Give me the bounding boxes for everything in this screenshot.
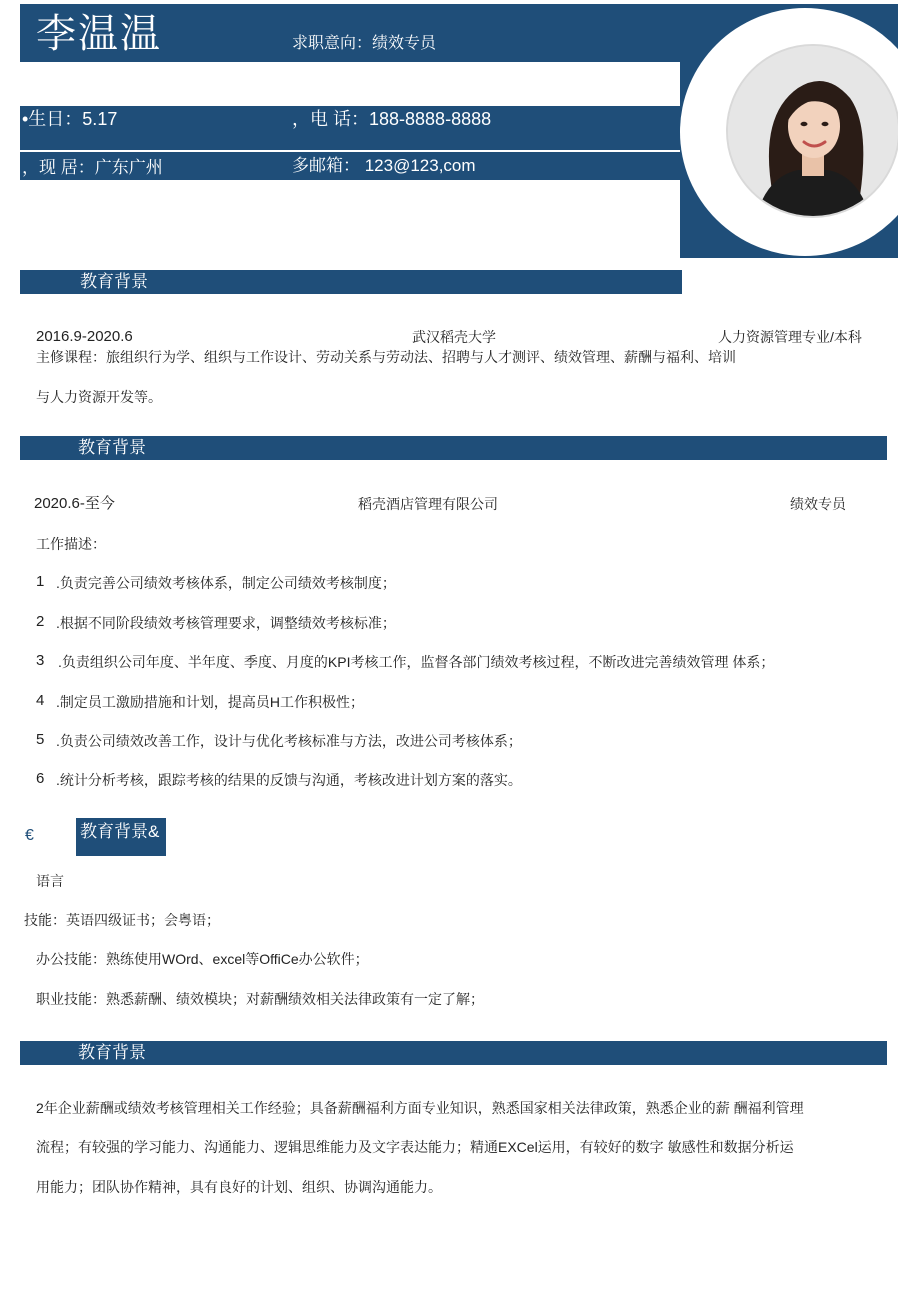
work-item-text: .负责公司绩效改善工作，设计与优化考核标准与方法，改进公司考核体系； bbox=[56, 733, 522, 749]
photo-panel bbox=[680, 4, 898, 258]
phone: ，电 话：188-8888-8888 bbox=[292, 109, 492, 129]
work-period: 2020.6-至今 bbox=[34, 495, 115, 512]
work-item-number: 5 bbox=[36, 731, 45, 748]
section-title-work: 教育背景 bbox=[78, 438, 146, 457]
work-item-number: 3 bbox=[36, 652, 45, 669]
skills-language-label: 语言 bbox=[36, 873, 64, 889]
skills-professional: 职业技能：熟悉薪酬、绩效模块；对薪酬绩效相关法律政策有一定了解； bbox=[36, 991, 484, 1007]
summary-line3: 用能力；团队协作精神，具有良好的计划、组织、协调沟通能力。 bbox=[36, 1179, 442, 1195]
section-bar-summary bbox=[20, 1041, 887, 1065]
work-item-number: 6 bbox=[36, 770, 45, 787]
work-item-text: .负责完善公司绩效考核体系，制定公司绩效考核制度； bbox=[56, 575, 396, 591]
residence: ，现 居：广东广州 bbox=[22, 158, 163, 177]
work-item-number: 1 bbox=[36, 573, 45, 590]
email: 多邮箱： 123@123,com bbox=[292, 156, 476, 175]
portrait-image bbox=[728, 46, 898, 216]
job-intent: 求职意向：绩效专员 bbox=[292, 35, 437, 52]
work-desc-label: 工作描述： bbox=[36, 536, 106, 552]
section-bar-work bbox=[20, 436, 887, 460]
skills-office: 办公技能：熟练使用WOrd、excel等OffiCe办公软件； bbox=[36, 951, 369, 967]
work-item-text: .制定员工激励措施和计划，提高员H工作积极性； bbox=[56, 694, 364, 710]
work-item-number: 4 bbox=[36, 692, 45, 709]
section-mark: € bbox=[25, 827, 34, 844]
work-item-text: .负责组织公司年度、半年度、季度、月度的KPI考核工作，监督各部门绩效考核过程，不断改进完善绩效管理 体系； bbox=[58, 654, 775, 670]
education-courses-line1: 主修课程：旅组织行为学、组织与工作设计、劳动关系与劳动法、招聘与人才测评、绩效管理、薪酬与福利、培训 bbox=[36, 349, 736, 365]
work-item-text: .统计分析考核，跟踪考核的结果的反馈与沟通，考核改进计划方案的落实。 bbox=[56, 772, 522, 788]
education-period: 2016.9-2020.6 bbox=[36, 328, 133, 345]
summary-line2: 流程；有较强的学习能力、沟通能力、逻辑思维能力及文字表达能力；精通EXCel运用，有较好的数字 敏感性和数据分析运 bbox=[36, 1139, 794, 1155]
education-major: 人力资源管理专业/本科 bbox=[718, 329, 862, 345]
work-item-text: .根据不同阶段绩效考核管理要求，调整绩效考核标准； bbox=[56, 615, 396, 631]
work-item-number: 2 bbox=[36, 613, 45, 630]
summary-line1: 2年企业薪酬或绩效考核管理相关工作经验；具备薪酬福利方面专业知识，熟悉国家相关法律政策，熟悉企业的薪 酬福利管理 bbox=[36, 1100, 804, 1116]
section-title-skills: 教育背景& bbox=[80, 822, 160, 841]
candidate-name: 李温温 bbox=[36, 12, 162, 56]
skills-language: 技能：英语四级证书；会粤语； bbox=[24, 912, 220, 928]
section-title-education: 教育背景 bbox=[80, 272, 148, 291]
section-title-summary: 教育背景 bbox=[78, 1043, 146, 1062]
work-position: 绩效专员 bbox=[790, 496, 846, 512]
avatar bbox=[726, 44, 898, 218]
education-school: 武汉稻壳大学 bbox=[412, 329, 496, 345]
work-company: 稻壳酒店管理有限公司 bbox=[358, 496, 498, 512]
birthday: •生日：5.17 bbox=[22, 109, 118, 129]
education-courses-line2: 与人力资源开发等。 bbox=[36, 389, 162, 405]
